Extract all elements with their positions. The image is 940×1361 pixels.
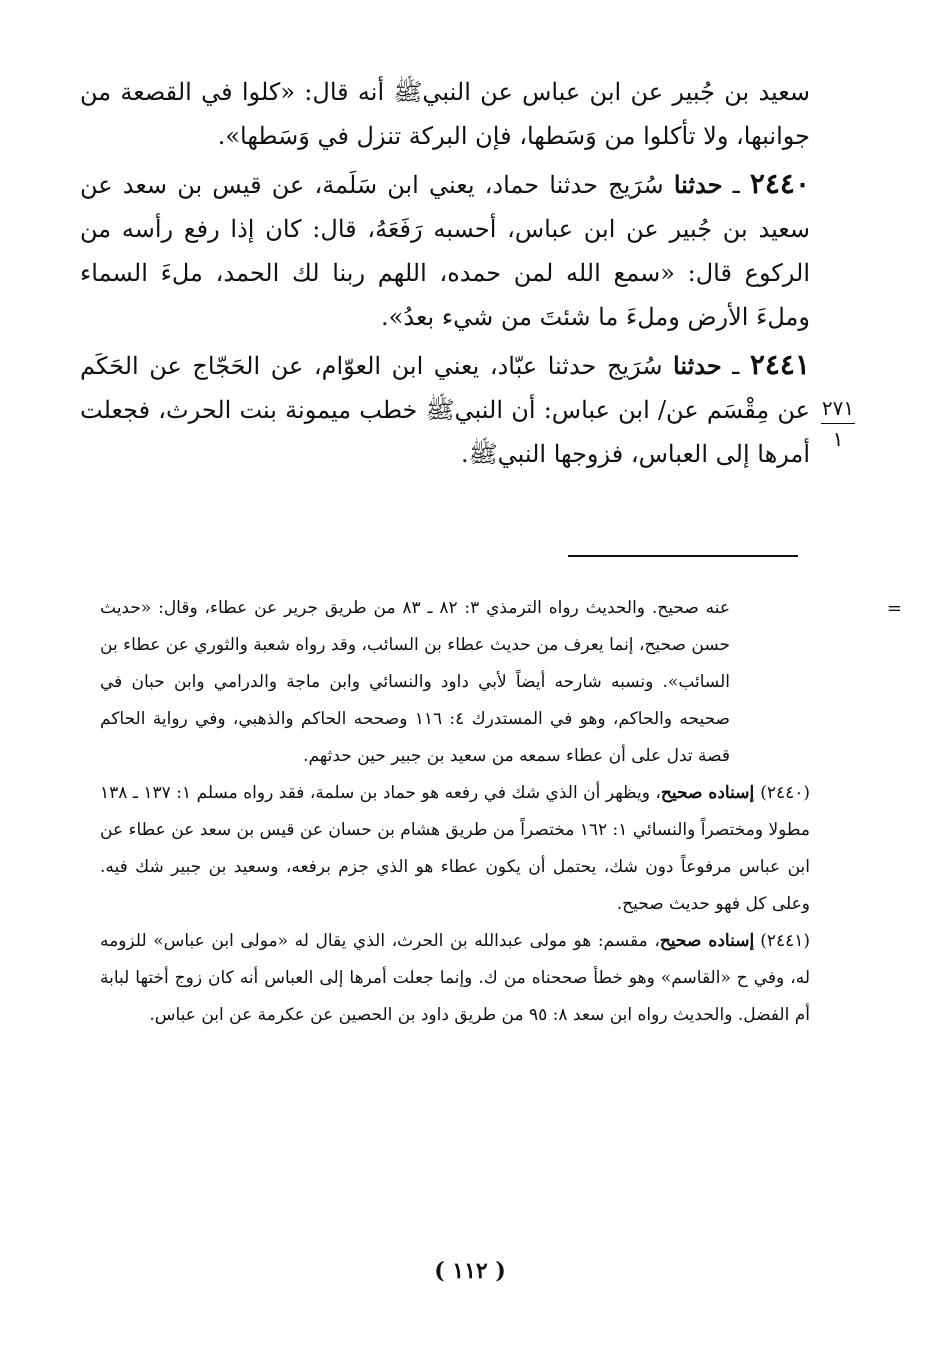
hadith-label: حدثنا <box>673 351 722 380</box>
margin-reference-volume: ٢٧١ <box>821 396 855 420</box>
footnote-continuation <box>100 590 902 775</box>
footnote-verdict: إسناده صحيح <box>660 783 755 803</box>
footnote-text: ، ويظهر أن الذي شك في رفعه هو حماد بن سلمة، فقد رواه مسلم ١: ١٣٧ ـ ١٣٨ مطولا ومختصراً والنسائي ١: ١٦٢ مختصراً من طريق هشام بن حسان عن قيس بن سعد عن عطاء عن ابن عباس مرفوعاً دون شك، يحتمل أن يكون عطاء هو الذي جزم برفعه، وسعيد بن جبير شك فيه. وعلى كل فهو حديث صحيح. <box>100 783 810 914</box>
footnote-text: ، مقسم: هو مولى عبدالله بن الحرث، الذي يقال له «مولى ابن عباس» للزومه له، وفي ح «القاسم» وهو خطأ صححناه من ك. وإنما جعلت أمرها إلى العباس أنه كان زوج أختها لبابة أم الفضل. والحديث رواه ابن سعد ٨: ٩٥ من طريق داود بن الحصين عن عكرمة عن ابن عباس. <box>100 931 810 1025</box>
footnote-separator-rule <box>568 555 798 557</box>
footnote-continuation-text: عنه صحيح. والحديث رواه الترمذي ٣: ٨٢ ـ ٨٣ من طريق جرير عن عطاء، وقال: «حديث حسن صحيح، إنما يعرف من حديث عطاء بن السائب، وقد رواه شعبة والثوري عن عطاء بن السائب». ونسبه شارحه أيضاً لأبي داود والنسائي وابن ماجة والدرامي وابن حبان في صحيحه والحاكم، وهو في المستدرك ٤: ١١٦ وصححه الحاكم والذهبي، وفي رواية الحاكم قصة تدل على أن عطاء سمعه من سعيد بن جبير حين حدثهم. <box>100 598 730 766</box>
hadith-number: ٢٤٤٠ <box>749 167 810 200</box>
footnotes <box>100 590 902 1034</box>
main-text <box>80 70 810 476</box>
hadith-2440 <box>80 162 810 339</box>
margin-reference <box>818 395 858 452</box>
footnote-number: (٢٤٤١) <box>760 931 810 951</box>
hadith-label: حدثنا <box>673 170 723 199</box>
hadith-2441 <box>80 343 810 476</box>
hadith-text: سُرَيج حدثنا حماد، يعني ابن سَلَمة، عن قيس بن سعد عن سعيد بن جُبير عن ابن عباس، أحسبه رَفَعَهُ، قال: كان إذا رفع رأسه من الركوع قال: «سمع الله لمن حمده، اللهم ربنا لك الحمد، ملءَ السماء وملءَ الأرض وملءَ ما شئتَ من شيء بعدُ». <box>80 171 810 331</box>
paragraph-continuation: سعيد بن جُبير عن ابن عباس عن النبيﷺ أنه قال: «كلوا في القصعة من جوانبها، ولا تأكلوا من وَسَطها، فإن البركة تنزل في وَسَطها». <box>80 78 810 150</box>
footnote-number: (٢٤٤٠) <box>760 783 810 803</box>
page-number: ( ١١٢ ) <box>434 1258 506 1284</box>
footnote-2441 <box>100 923 820 1034</box>
hadith-number: ٢٤٤١ <box>749 348 810 381</box>
margin-reference-part: ١ <box>832 427 844 451</box>
footnote-2440 <box>100 775 820 923</box>
continuation-mark: = <box>886 598 902 619</box>
margin-reference-divider <box>821 423 855 424</box>
separator: ـ <box>722 171 750 199</box>
hadith-text: سُرَيج حدثنا عبّاد، يعني ابن العوّام، عن الحَجّاج عن الحَكَم عن مِقْسَم عن/ ابن عباس: أن النبيﷺ خطب ميمونة بنت الحرث، فجعلت أمرها إلى العباس، فزوجها النبيﷺ. <box>80 352 810 468</box>
separator: ـ <box>721 352 750 380</box>
footnote-verdict: إسناده صحيح <box>659 931 755 951</box>
